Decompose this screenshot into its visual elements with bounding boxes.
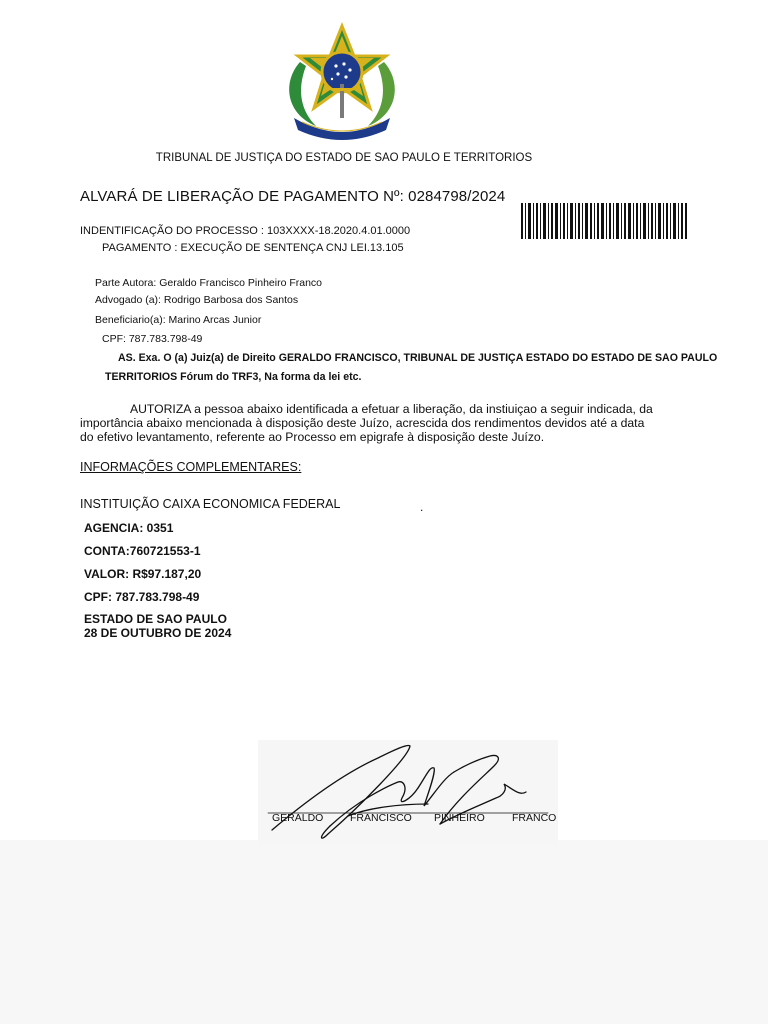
page-bottom-shade <box>0 840 768 1024</box>
authorization-text: AUTORIZA a pessoa abaixo identificada a efetuar a liberação, da instiuiçao a seguir indicada, da importância abaixo mencionada à disposição deste Juízo, acrescida dos rendimentos devidos até a data do efetivo levantamento, referente ao Processo em epigrafe à disposição deste Juízo. <box>80 402 653 444</box>
judge-statement-line1: AS. Exa. O (a) Juiz(a) de Direito GERALDO FRANCISCO, TRIBUNAL DE JUSTIÇA ESTADO DO ESTADO DE SAO PAULO <box>118 352 718 364</box>
place-field: ESTADO DE SAO PAULO <box>84 612 227 626</box>
signature-name-part-4: FRANCO <box>512 812 557 824</box>
court-name: TRIBUNAL DE JUSTIÇA DO ESTADO DE SAO PAULO E TERRITORIOS <box>155 152 533 164</box>
signature-name-part-2: FRANCISCO <box>350 812 412 824</box>
signature-name-part-1: GERALDO <box>272 812 324 824</box>
agency-field: AGENCIA: 0351 <box>84 521 174 535</box>
barcode-graphic <box>521 203 687 239</box>
value-field: VALOR: R$97.187,20 <box>84 567 202 581</box>
party-beneficiary: Beneficiario(a): Marino Arcas Junior <box>95 314 262 326</box>
cpf-field: CPF: 787.783.798-49 <box>84 590 200 604</box>
handwritten-signature <box>258 738 558 848</box>
account-field: CONTA:760721553-1 <box>84 544 201 558</box>
signature-name-part-3: PINHEIRO <box>434 812 485 824</box>
party-cpf: CPF: 787.783.798-49 <box>102 333 203 345</box>
authorization-paragraph <box>80 402 660 444</box>
trailing-dot: . <box>420 500 424 514</box>
judge-statement-line2: TERRITORIOS Fórum do TRF3, Na forma da lei etc. <box>105 371 362 383</box>
party-author: Parte Autora: Geraldo Francisco Pinheiro Franco <box>95 277 323 289</box>
coat-of-arms-seal <box>272 22 412 140</box>
date-field: 28 DE OUTUBRO DE 2024 <box>84 626 232 640</box>
party-lawyer: Advogado (a): Rodrigo Barbosa dos Santos <box>95 294 299 306</box>
complementary-heading: INFORMAÇÕES COMPLEMENTARES: <box>80 460 302 474</box>
process-identification: INDENTIFICAÇÃO DO PROCESSO : 103XXXX-18.2020.4.01.0000 <box>80 225 411 237</box>
institution-name: INSTITUIÇÃO CAIXA ECONOMICA FEDERAL <box>80 497 341 511</box>
document-title: ALVARÁ DE LIBERAÇÃO DE PAGAMENTO Nº: 0284798/2024 <box>80 188 506 205</box>
payment-type: PAGAMENTO : EXECUÇÃO DE SENTENÇA CNJ LEI.13.105 <box>102 242 404 254</box>
